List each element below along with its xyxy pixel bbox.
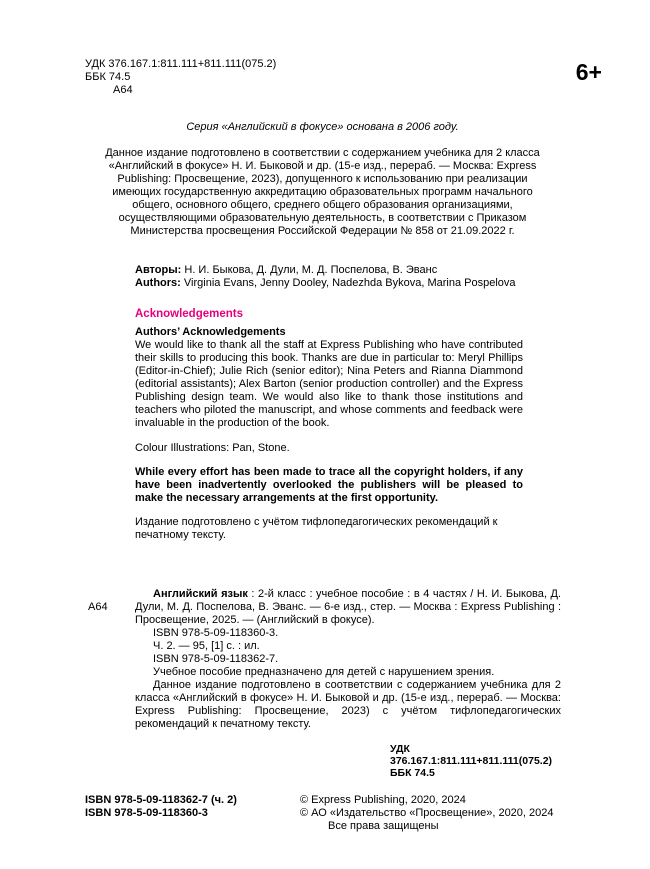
series-line: Серия «Английский в фокусе» основана в 2006 году. xyxy=(186,121,459,133)
udk-bbk-right-block xyxy=(390,743,561,779)
edition-note: Данное издание подготовлено в соответствии с содержанием учебника для 2 класса «Английский в фокусе» Н. И. Быковой и др. (15-е изд., перераб. — Москва: Express Publishing: Просвещение, 2023), допущенного к использованию при реализации имеющих государственную аккредитацию образовательных программ начального общего, основного общего, среднего общего образования организациями, осуществляющими образовательную деятельность, в соответствии с Приказом Министерства просвещения Российской Федерации № 858 от 21.09.2022 г. xyxy=(105,147,540,237)
authors-en-line xyxy=(135,277,560,290)
catalog-isbn-1: ISBN 978-5-09-118360-3. xyxy=(153,627,279,639)
udk-code: УДК 376.167.1:811.111+811.111(075.2) xyxy=(85,58,277,70)
authors-ru-line xyxy=(135,264,560,277)
catalog-entry xyxy=(135,588,561,627)
authors-block xyxy=(135,264,560,290)
catalog-note-vision: Учебное пособие предназначено для детей с нарушением зрения. xyxy=(153,666,495,678)
catalog-part-line: Ч. 2. — 95, [1] с. : ил. xyxy=(153,640,260,652)
cataloguing-block xyxy=(88,588,561,779)
colour-illustrations-line: Colour Illustrations: Pan, Stone. xyxy=(135,442,290,454)
udk-code-bottom: УДК 376.167.1:811.111+811.111(075.2) xyxy=(390,743,553,767)
catalog-margin-code: А64 xyxy=(88,601,108,613)
authors-en-label: Authors: xyxy=(135,277,181,289)
bbk-code-bottom: ББК 74.5 xyxy=(390,767,435,779)
footer-isbn-1: ISBN 978-5-09-118362-7 (ч. 2) xyxy=(85,794,237,806)
catalog-entry-rest: : 2-й класс : учебное пособие : в 4 частях / Н. И. Быкова, Д. Дули, М. Д. Поспелова, В. Эванс. — 6-е изд., стер. — Москва : Express Publishing : Просвещение, 2025. — (Английский в фокусе). xyxy=(135,588,561,626)
age-rating-badge: 6+ xyxy=(575,59,602,85)
udk-bbk-block xyxy=(85,58,560,97)
bbk-code: ББК 74.5 xyxy=(85,71,131,83)
catalog-letter-code: А64 xyxy=(113,84,133,96)
footer-copyright-column xyxy=(300,794,560,833)
acknowledgements-heading: Acknowledgements xyxy=(135,308,243,320)
acknowledgements-subheading: Authors’ Acknowledgements xyxy=(135,326,286,338)
catalog-title: Английский язык xyxy=(153,588,248,600)
tiflo-note: Издание подготовлено с учётом тифлопедагогических рекомендаций к печатному тексту. xyxy=(135,516,498,541)
copyright-holders-note: While every effort has been made to trace all the copyright holders, if any have been inadvertently overlooked the publishers will be pleased to make the necessary arrangements at the first opportunity. xyxy=(135,466,523,504)
authors-en-value: Virginia Evans, Jenny Dooley, Nadezhda Bykova, Marina Pospelova xyxy=(183,277,516,289)
footer-isbn-2: ISBN 978-5-09-118360-3 xyxy=(85,807,208,819)
authors-ru-value: Н. И. Быкова, Д. Дули, М. Д. Поспелова, В. Эванс xyxy=(184,264,438,276)
catalog-note-edition: Данное издание подготовлено в соответствии с содержанием учебника для 2 класса «Английский в фокусе» Н. И. Быковой и др. (15-е изд., перераб. — Москва: Express Publishing: Просвещение, 2023) с учётом тифлопедагогических рекомендаций к печатному тексту. xyxy=(135,679,561,730)
all-rights-reserved: Все права защищены xyxy=(328,820,439,832)
acknowledgements-section xyxy=(135,308,523,542)
authors-ru-label: Авторы: xyxy=(135,264,182,276)
copyright-prosveshchenie: © АО «Издательство «Просвещение», 2020, 2024 xyxy=(300,807,554,819)
copyright-express: © Express Publishing, 2020, 2024 xyxy=(300,794,466,806)
catalog-isbn-2: ISBN 978-5-09-118362-7. xyxy=(153,653,279,665)
footer-isbn-column xyxy=(85,794,300,833)
acknowledgements-body: We would like to thank all the staff at Express Publishing who have contributed their skills to producing this book. Thanks are due in particular to: Meryl Phillips (Editor-in-Chief); Julie Rich (senior editor); Nina Peters and Rianna Diammond (editorial assistants); Alex Barton (senior production controller) and the Express Publishing design team. We would also like to thank those institutions and teachers who piloted the manuscript, and whose comments and feedback were invaluable in the production of the book. xyxy=(135,339,523,429)
imprint-footer xyxy=(85,794,560,833)
